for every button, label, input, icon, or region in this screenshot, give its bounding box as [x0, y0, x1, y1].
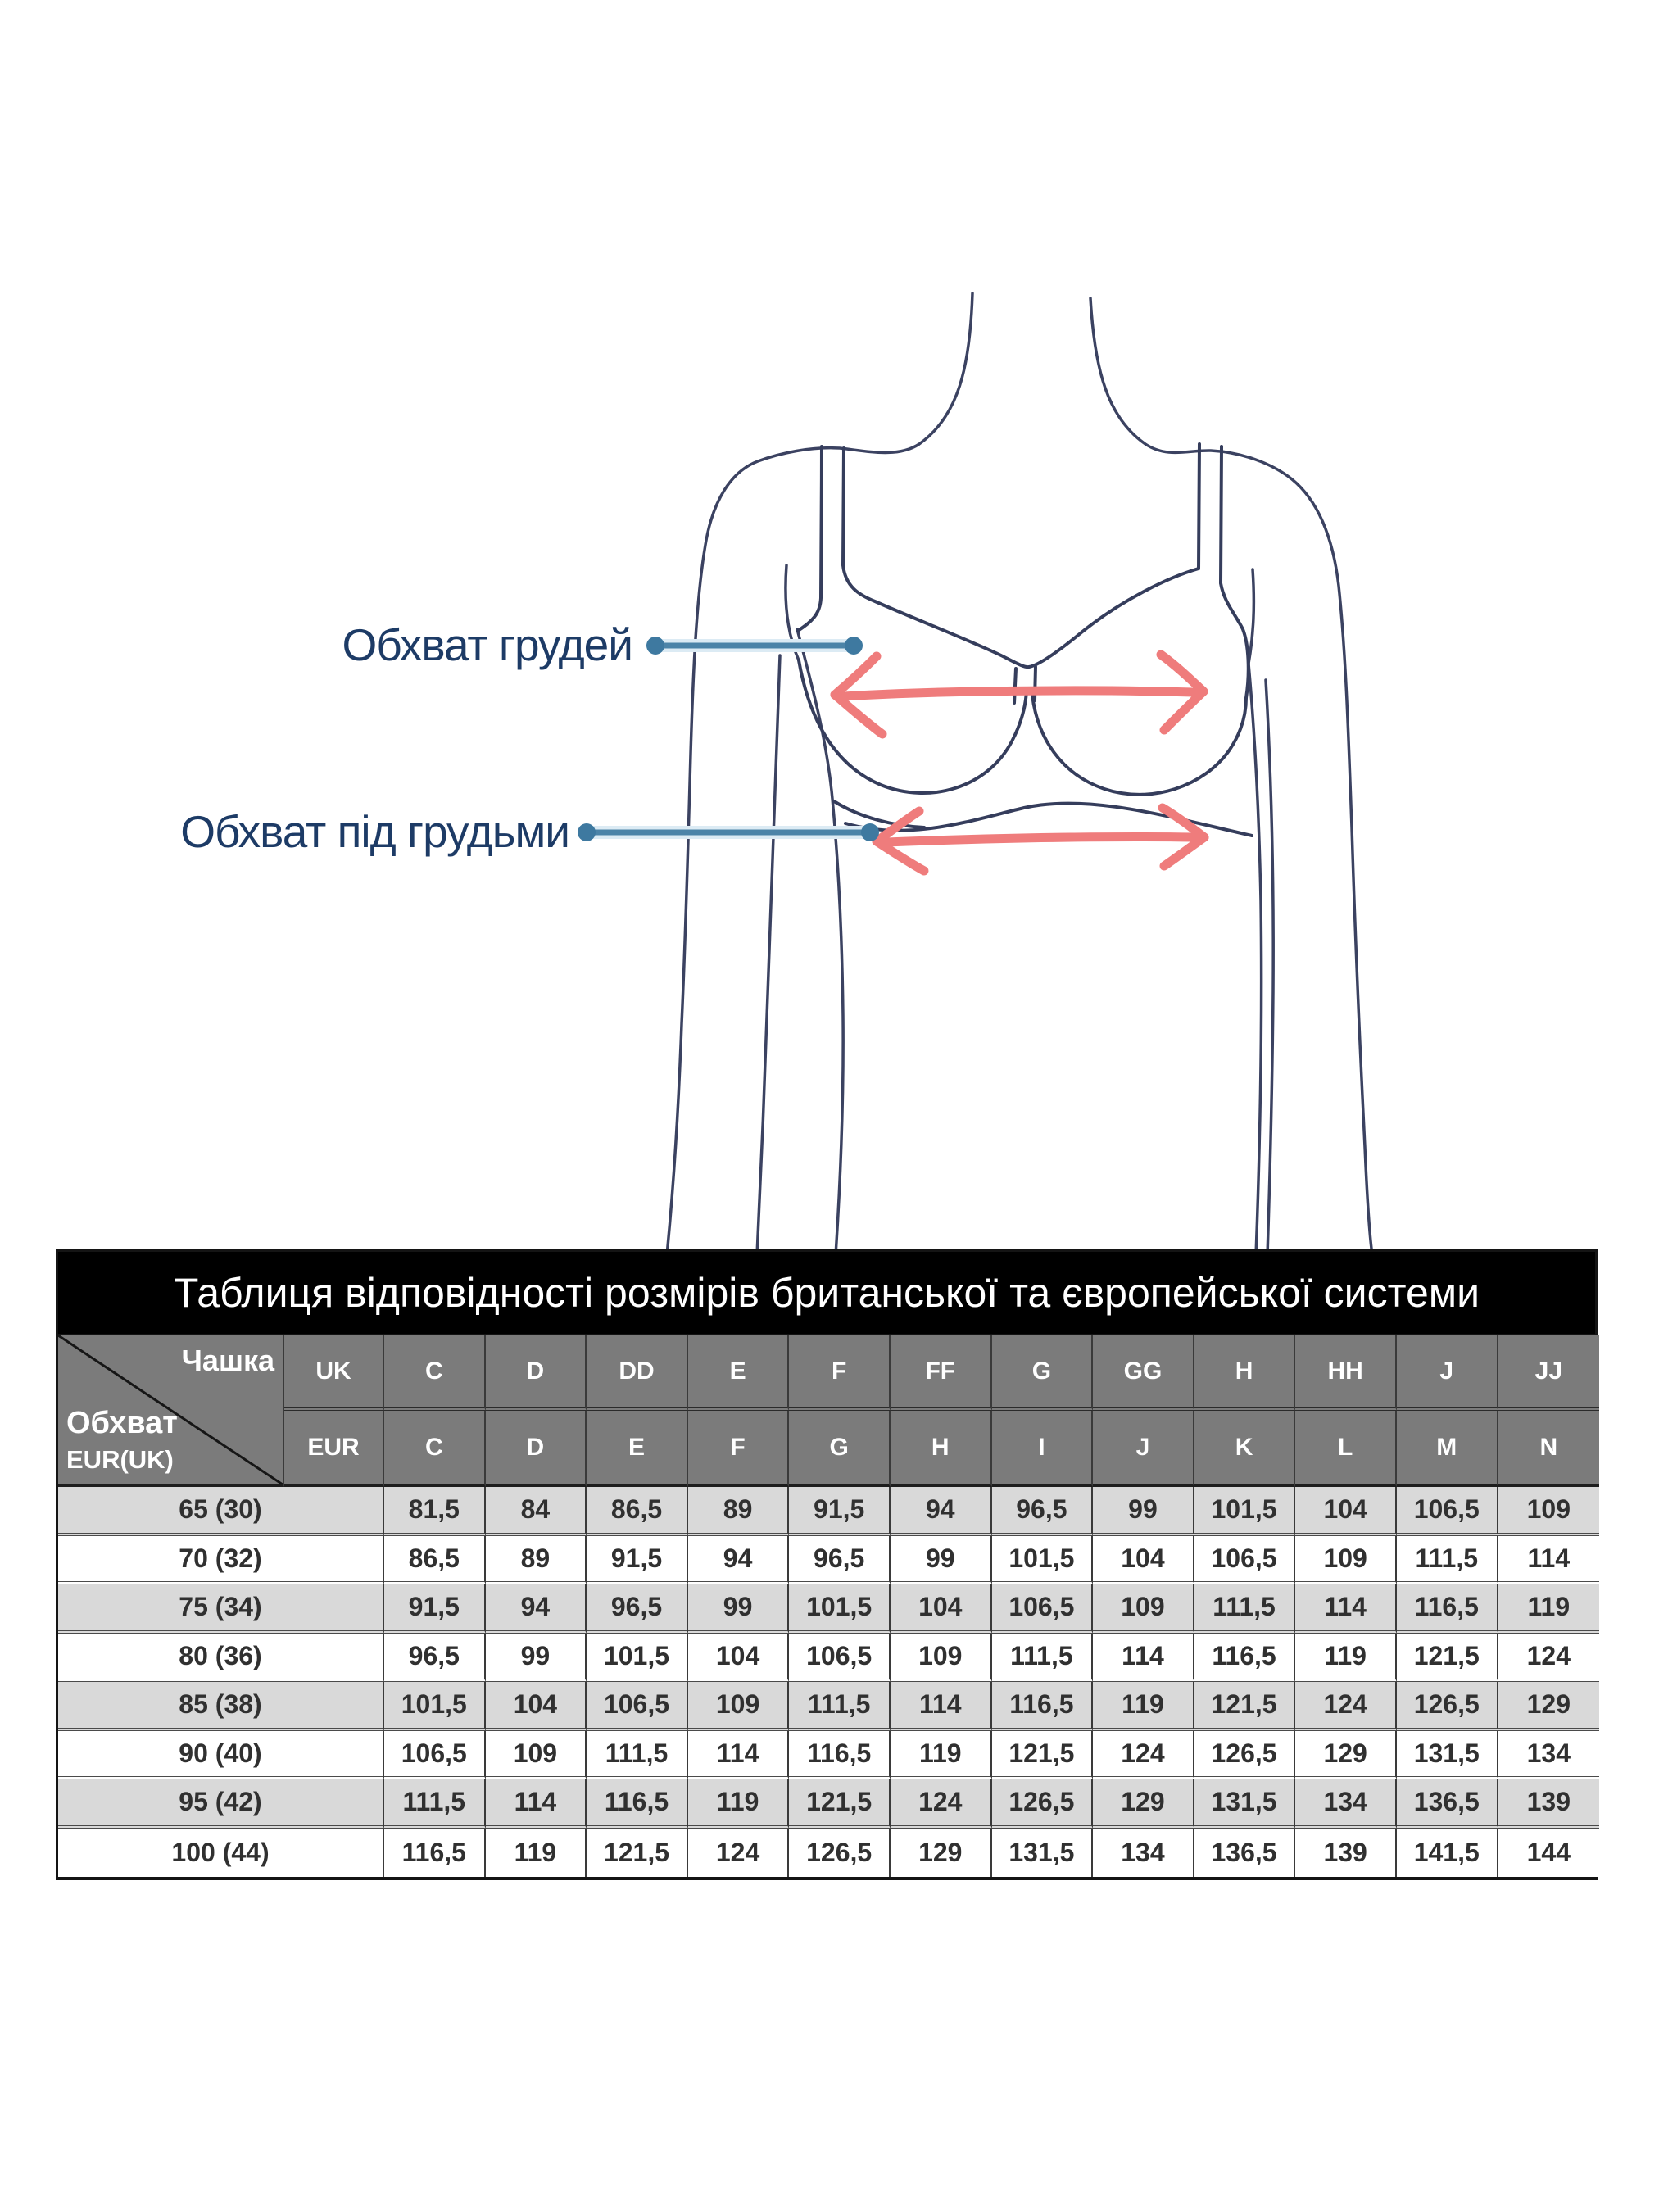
bra-outline — [798, 444, 1252, 836]
size-value-cell: 131,5 — [992, 1829, 1094, 1878]
uk-cup-header: JJ — [1498, 1335, 1600, 1411]
bra-center-gore-right — [1035, 667, 1036, 700]
size-value-cell: 119 — [1295, 1634, 1397, 1683]
size-value-cell: 139 — [1295, 1829, 1397, 1878]
size-value-cell: 111,5 — [992, 1634, 1094, 1683]
size-value-cell: 121,5 — [992, 1731, 1094, 1780]
eur-cup-header: K — [1194, 1411, 1296, 1487]
bra-center-gore-left — [1014, 669, 1016, 703]
size-value-cell: 116,5 — [1397, 1584, 1498, 1634]
size-value-cell: 129 — [1093, 1779, 1194, 1829]
size-value-cell: 134 — [1093, 1829, 1194, 1878]
size-value-cell: 131,5 — [1397, 1731, 1498, 1780]
underbust-arrow-icon — [877, 808, 1204, 871]
size-value-cell: 91,5 — [587, 1536, 688, 1585]
bra-strap-left-inner-neckline — [843, 448, 1199, 667]
size-value-cell: 144 — [1498, 1829, 1600, 1878]
size-value-cell: 124 — [1498, 1634, 1600, 1683]
size-value-cell: 126,5 — [1397, 1682, 1498, 1731]
armpit-right — [1249, 569, 1253, 664]
row-label: 75 (34) — [58, 1584, 384, 1634]
size-value-cell: 109 — [1093, 1584, 1194, 1634]
eur-cup-header: F — [688, 1411, 790, 1487]
size-value-cell: 121,5 — [1194, 1682, 1296, 1731]
row-label: 95 (42) — [58, 1779, 384, 1829]
bra-cup-left-bottom — [799, 660, 1027, 793]
neck-shoulder-arm-left — [667, 293, 972, 1255]
size-value-cell: 116,5 — [789, 1731, 891, 1780]
size-value-cell: 104 — [891, 1584, 992, 1634]
uk-cup-header: GG — [1093, 1335, 1194, 1411]
size-value-cell: 104 — [688, 1634, 790, 1683]
size-value-cell: 136,5 — [1397, 1779, 1498, 1829]
size-value-cell: 101,5 — [587, 1634, 688, 1683]
size-value-cell: 121,5 — [1397, 1634, 1498, 1683]
eur-cup-header: E — [587, 1411, 688, 1487]
torso-outline — [667, 293, 1372, 1255]
size-value-cell: 86,5 — [587, 1487, 688, 1536]
size-value-cell: 114 — [486, 1779, 587, 1829]
neck-shoulder-arm-right — [1090, 298, 1372, 1255]
size-table — [56, 1249, 1598, 1880]
size-value-cell: 114 — [688, 1731, 790, 1780]
body-side-left — [797, 629, 843, 1255]
size-value-cell: 141,5 — [1397, 1829, 1498, 1878]
size-value-cell: 114 — [1498, 1536, 1600, 1585]
uk-cup-header: E — [688, 1335, 790, 1411]
size-value-cell: 91,5 — [384, 1584, 486, 1634]
size-value-cell: 124 — [1093, 1731, 1194, 1780]
size-value-cell: 96,5 — [587, 1584, 688, 1634]
size-value-cell: 116,5 — [587, 1779, 688, 1829]
eur-system-header: EUR — [284, 1411, 384, 1487]
size-value-cell: 109 — [1295, 1536, 1397, 1585]
uk-cup-header: C — [384, 1335, 486, 1411]
uk-cup-header: J — [1397, 1335, 1498, 1411]
size-value-cell: 89 — [688, 1487, 790, 1536]
size-value-cell: 111,5 — [1397, 1536, 1498, 1585]
size-value-cell: 126,5 — [1194, 1731, 1296, 1780]
cup-axis-label: Чашка — [181, 1344, 274, 1377]
size-value-cell: 119 — [891, 1731, 992, 1780]
size-value-cell: 134 — [1498, 1731, 1600, 1780]
uk-cup-header: DD — [587, 1335, 688, 1411]
uk-cup-header: D — [486, 1335, 587, 1411]
size-value-cell: 119 — [1093, 1682, 1194, 1731]
size-value-cell: 121,5 — [789, 1779, 891, 1829]
bust-label: Обхват грудей — [342, 619, 632, 670]
size-value-cell: 101,5 — [1194, 1487, 1296, 1536]
size-value-cell: 111,5 — [587, 1731, 688, 1780]
size-value-cell: 86,5 — [384, 1536, 486, 1585]
girth-axis-label: Обхват EUR(UK) — [66, 1406, 178, 1474]
size-value-cell: 109 — [486, 1731, 587, 1780]
size-value-cell: 119 — [486, 1829, 587, 1878]
size-value-cell: 99 — [688, 1584, 790, 1634]
uk-cup-header: H — [1194, 1335, 1296, 1411]
size-value-cell: 96,5 — [384, 1634, 486, 1683]
uk-cup-header: FF — [891, 1335, 992, 1411]
uk-cup-header: HH — [1295, 1335, 1397, 1411]
size-value-cell: 114 — [891, 1682, 992, 1731]
size-value-cell: 124 — [891, 1779, 992, 1829]
size-value-cell: 99 — [486, 1634, 587, 1683]
size-value-cell: 106,5 — [1194, 1536, 1296, 1585]
size-value-cell: 129 — [1295, 1731, 1397, 1780]
size-value-cell: 104 — [1093, 1536, 1194, 1585]
uk-system-header: UK — [284, 1335, 384, 1411]
size-value-cell: 131,5 — [1194, 1779, 1296, 1829]
size-value-cell: 101,5 — [992, 1536, 1094, 1585]
size-value-cell: 139 — [1498, 1779, 1600, 1829]
size-value-cell: 114 — [1093, 1634, 1194, 1683]
size-value-cell: 114 — [1295, 1584, 1397, 1634]
size-value-cell: 119 — [688, 1779, 790, 1829]
size-grid — [58, 1335, 1595, 1877]
size-value-cell: 104 — [486, 1682, 587, 1731]
size-value-cell: 106,5 — [384, 1731, 486, 1780]
bra-strap-left-outer — [798, 446, 822, 631]
eur-cup-header: H — [891, 1411, 992, 1487]
size-value-cell: 116,5 — [384, 1829, 486, 1878]
size-value-cell: 136,5 — [1194, 1829, 1296, 1878]
size-value-cell: 106,5 — [1397, 1487, 1498, 1536]
eur-cup-header: L — [1295, 1411, 1397, 1487]
size-value-cell: 94 — [688, 1536, 790, 1585]
size-value-cell: 116,5 — [992, 1682, 1094, 1731]
underbust-label: Обхват під грудьми — [180, 806, 569, 857]
size-value-cell: 101,5 — [789, 1584, 891, 1634]
eur-cup-header: J — [1093, 1411, 1194, 1487]
body-side-right — [1249, 664, 1262, 1255]
size-value-cell: 106,5 — [587, 1682, 688, 1731]
size-value-cell: 106,5 — [789, 1634, 891, 1683]
table-title: Таблиця відповідності розмірів британської та європейської системи — [58, 1252, 1595, 1335]
size-value-cell: 104 — [1295, 1487, 1397, 1536]
size-value-cell: 126,5 — [789, 1829, 891, 1878]
size-value-cell: 109 — [891, 1634, 992, 1683]
row-label: 80 (36) — [58, 1634, 384, 1683]
eur-cup-header: G — [789, 1411, 891, 1487]
row-label: 100 (44) — [58, 1829, 384, 1878]
size-value-cell: 84 — [486, 1487, 587, 1536]
size-value-cell: 99 — [1093, 1487, 1194, 1536]
bra-strap-right-outer — [1221, 446, 1249, 698]
row-label: 65 (30) — [58, 1487, 384, 1536]
size-value-cell: 89 — [486, 1536, 587, 1585]
size-value-cell: 126,5 — [992, 1779, 1094, 1829]
inner-arm-right — [1266, 680, 1273, 1255]
size-value-cell: 94 — [486, 1584, 587, 1634]
size-value-cell: 101,5 — [384, 1682, 486, 1731]
size-value-cell: 109 — [1498, 1487, 1600, 1536]
size-value-cell: 96,5 — [992, 1487, 1094, 1536]
size-value-cell: 121,5 — [587, 1829, 688, 1878]
size-value-cell: 134 — [1295, 1779, 1397, 1829]
size-value-cell: 119 — [1498, 1584, 1600, 1634]
size-value-cell: 106,5 — [992, 1584, 1094, 1634]
size-value-cell: 94 — [891, 1487, 992, 1536]
size-value-cell: 111,5 — [1194, 1584, 1296, 1634]
size-value-cell: 111,5 — [789, 1682, 891, 1731]
row-label: 70 (32) — [58, 1536, 384, 1585]
size-value-cell: 129 — [891, 1829, 992, 1878]
inner-arm-left — [757, 655, 780, 1255]
size-value-cell: 111,5 — [384, 1779, 486, 1829]
size-value-cell: 91,5 — [789, 1487, 891, 1536]
size-value-cell: 116,5 — [1194, 1634, 1296, 1683]
bust-pointer-line — [646, 637, 863, 655]
size-value-cell: 124 — [1295, 1682, 1397, 1731]
uk-cup-header: F — [789, 1335, 891, 1411]
bra-cup-right-bottom — [1032, 695, 1246, 795]
corner-cell — [58, 1335, 284, 1487]
size-value-cell: 99 — [891, 1536, 992, 1585]
size-value-cell: 124 — [688, 1829, 790, 1878]
eur-cup-header: N — [1498, 1411, 1600, 1487]
size-value-cell: 96,5 — [789, 1536, 891, 1585]
eur-cup-header: I — [992, 1411, 1094, 1487]
eur-cup-header: C — [384, 1411, 486, 1487]
row-label: 90 (40) — [58, 1731, 384, 1780]
eur-cup-header: D — [486, 1411, 587, 1487]
row-label: 85 (38) — [58, 1682, 384, 1731]
size-value-cell: 129 — [1498, 1682, 1600, 1731]
underbust-pointer-line — [578, 823, 879, 841]
eur-cup-header: M — [1397, 1411, 1498, 1487]
size-value-cell: 81,5 — [384, 1487, 486, 1536]
size-value-cell: 109 — [688, 1682, 790, 1731]
uk-cup-header: G — [992, 1335, 1094, 1411]
